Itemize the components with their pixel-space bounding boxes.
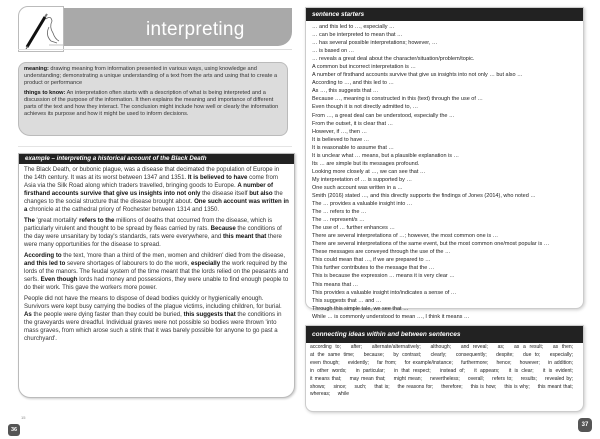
- connective-item: whereas;: [310, 391, 331, 398]
- connective-item: by contrast;: [393, 351, 422, 358]
- meaning-paragraph: [24, 66, 282, 88]
- connective-item: overall;: [467, 375, 485, 382]
- example-text: chronicle at the cathedral priory of Rochester between 1314 and 1350.: [27, 206, 220, 214]
- sentence-starter-item: It is unclear what … means, but a plausible explanation is …: [312, 152, 460, 159]
- sentence-starter-item: Even though it is not directly admitted to, …: [312, 104, 419, 111]
- example-text: the work required by the lords of the manors. The feudal system of the time meant that the lords relied on the peasants and serfs.: [24, 260, 289, 284]
- example-text: there were many opportunities for the disease to spread.: [24, 233, 282, 249]
- connective-item: revealed by;: [545, 375, 573, 382]
- sentence-starter-item: There are several interpretations of the same event, but the most common one/most popular is …: [312, 241, 550, 248]
- definition-box: [18, 62, 288, 136]
- example-text: the conditions in the graveyards were dreadful. Individual graves were not possible so bodies were thrown 'into mass graves, from which arose such a stink that it was barely possible for anyone to go past a churchyard'.: [24, 311, 282, 343]
- example-heading: example – interpreting a historical account of the Black Death: [19, 154, 294, 164]
- connective-item: in other words;: [310, 367, 347, 374]
- sentence-starters-heading: sentence starters: [306, 8, 583, 21]
- sentence-starter-item: This further contributes to the message that the …: [312, 265, 435, 272]
- example-body: [19, 164, 294, 348]
- example-text: the people were dying faster than they could be buried,: [31, 311, 184, 319]
- sentence-starter-item: Smith (2016) stated …, and this directly supports the findings of Jones (2014), who noted …: [312, 192, 536, 199]
- connective-item: it appears;: [474, 367, 500, 374]
- sentence-starters-box: [305, 7, 584, 320]
- connective-item: for example/instance;: [404, 359, 453, 366]
- example-paragraph: [24, 217, 289, 249]
- sentence-starter-item: … has several possible interpretations; however, …: [312, 40, 438, 47]
- key-phrase: According to: [24, 251, 62, 259]
- example-text: the disease itself: [200, 190, 250, 198]
- connective-item: as then;: [552, 344, 574, 350]
- connective-item: at the same time;: [310, 351, 355, 358]
- connective-item: despite;: [496, 351, 514, 358]
- connective-item: according to;: [310, 344, 341, 350]
- sentence-starter-item: As …, this suggests that …: [312, 88, 379, 95]
- example-paragraph: [24, 166, 289, 215]
- sentence-starter-item: From …, a great deal can be understood, especially the …: [312, 112, 455, 119]
- connectives-list: [306, 343, 583, 400]
- things-to-know-paragraph: [24, 90, 282, 119]
- connective-item: it is evident;: [542, 367, 574, 374]
- sentence-starter-item: One such account was written in a …: [312, 184, 403, 191]
- sentence-starter-item: It is believed to have …: [312, 136, 370, 143]
- sentence-starters-list: [306, 21, 583, 321]
- page-superscript: 15: [21, 415, 26, 420]
- connective-item: in particular;: [355, 367, 385, 374]
- connective-item: this meant that;: [537, 383, 573, 390]
- sentence-starter-item: However, if …, then …: [312, 128, 368, 135]
- sentence-starter-item: Through this simple tale, we see that …: [312, 305, 409, 312]
- connectives-box: [305, 325, 584, 412]
- key-phrase: refers to the: [79, 217, 115, 225]
- connective-item: because;: [363, 351, 385, 358]
- connective-item: instead of;: [440, 367, 465, 374]
- key-phrase: Even though: [40, 276, 78, 284]
- connectives-heading: connecting ideas within and between sentences: [306, 326, 583, 343]
- sentence-starter-item: From the outset, it is clear that …: [312, 120, 394, 127]
- connective-item: shows;: [310, 383, 326, 390]
- key-phrase: this meant that: [222, 233, 267, 241]
- sentence-starter-item: While … is commonly understood to mean …, I think it means …: [312, 313, 470, 320]
- connective-item: due to;: [523, 351, 541, 358]
- connective-item: in addition;: [548, 359, 574, 366]
- connective-item: consequently;: [455, 351, 487, 358]
- connective-item: in that respect;: [394, 367, 431, 374]
- example-text: People did not have the means to dispose of dead bodies quickly or hygienically enough. Survivors were kept busy carrying the bodies of the plague victims, including children, for burial.: [24, 294, 282, 310]
- key-phrase: but also: [249, 190, 273, 198]
- connective-item: this is how;: [470, 383, 497, 390]
- connective-item: therefore;: [441, 383, 463, 390]
- connective-item: it is clear;: [508, 367, 534, 374]
- connective-item: however;: [519, 359, 540, 366]
- sentence-starter-item: This is because the expression … means it is very clear …: [312, 273, 455, 280]
- page-title: interpreting: [146, 19, 245, 40]
- connective-item: might mean;: [393, 375, 422, 382]
- sentence-starter-item: … can be interpreted to mean that …: [312, 32, 403, 39]
- sentence-starter-item: Its … are simple but its messages profound.: [312, 160, 420, 167]
- example-text: millions of deaths that occurred from the disease, which is particularly virulent and thought to be spread by fleas carried by rats.: [24, 217, 273, 233]
- connective-item: hence;: [496, 359, 512, 366]
- connective-item: far from;: [377, 359, 397, 366]
- connective-item: such;: [354, 383, 367, 390]
- connective-item: as a result;: [514, 344, 544, 350]
- connective-item: especially;: [549, 351, 574, 358]
- connective-item: even though;: [310, 359, 340, 366]
- sentence-starter-item: This provides a valuable insight into/indicates a sense of …: [312, 289, 457, 296]
- example-paragraph: [24, 295, 289, 344]
- key-phrase: It is believed to have: [187, 174, 248, 182]
- connective-item: alternate/alternatively;: [371, 344, 421, 350]
- example-text: lords had money and possessions, they were unable to find enough people to do their work. This gave the workers more power.: [24, 276, 289, 292]
- sentence-starter-item: This means that …: [312, 281, 359, 288]
- title-bar: [56, 8, 292, 46]
- key-phrase: especially: [190, 260, 221, 268]
- example-text: the conditions of the day were unsanitary by today's standards, rats were everywhere, and: [24, 225, 282, 241]
- connective-item: since;: [333, 383, 347, 390]
- sentence-starter-item: Because …, meaning is constructed in this (text) through the use of …: [312, 96, 483, 103]
- example-text: The Black Death, or bubonic plague, was a disease that decimated the population of Europe in the 14th century. It was at its worst between 1347 and 1351.: [24, 166, 280, 182]
- meaning-text: drawing meaning from information presented in various ways, using knowledge and understanding; demonstrating a unique understanding of a text from the arts and using that to create a product or performance: [24, 66, 278, 87]
- sentence-starter-item: … is based on …: [312, 48, 355, 55]
- sentence-starter-item: This could mean that …, if we are prepared to …: [312, 257, 431, 264]
- connective-item: and reveal;: [460, 344, 488, 350]
- sentence-starter-item: … reveals a great deal about the character/situation/problem/topic.: [312, 56, 475, 63]
- sentence-starter-item: My interpretation of … is supported by …: [312, 176, 412, 183]
- sentence-starter-item: A number of firsthand accounts survive that give us insights into not only … but also …: [312, 72, 523, 79]
- sentence-starter-item: … and this led to …, especially …: [312, 24, 395, 30]
- key-phrase: As: [24, 311, 32, 319]
- connective-item: after;: [350, 344, 363, 350]
- sentence-starter-item: There are several interpretations of …; however, the most common one is …: [312, 233, 499, 240]
- key-phrase: One such account was written in a: [24, 198, 289, 214]
- connective-item: that is;: [374, 383, 390, 390]
- key-phrase: The: [24, 217, 35, 225]
- connective-item: furthermore;: [461, 359, 489, 366]
- sentence-starter-item: Looking more closely at …, we can see that …: [312, 168, 426, 175]
- example-text: come from Asia via the Silk Road along which traders travelled, bringing goods to Europe.: [24, 174, 278, 190]
- sentence-starter-item: According to …, and this led to …: [312, 80, 394, 87]
- sentence-starter-item: The … provides a valuable insight into …: [312, 201, 413, 208]
- key-phrase: A number of firsthand accounts survive that give us insights into not only: [24, 182, 274, 198]
- connective-item: as;: [497, 344, 505, 350]
- sentence-starter-item: It is reasonable to assume that …: [312, 144, 394, 151]
- divider: [18, 49, 292, 50]
- page-number: 37: [578, 418, 592, 432]
- divider: [18, 146, 292, 147]
- connective-item: may mean that;: [349, 375, 386, 382]
- example-text: severe shortages of labourers to do the work,: [65, 260, 191, 268]
- example-text: the changes to the social structure that the disease brought about.: [24, 190, 283, 206]
- things-to-know-text: An interpretation often starts with a description of what is being interpreted and a discussion of the purpose of the information. It then explains the meaning and importance of different parts of the text and how they interact. The conclusion might include how well or clearly the information achieves its purpose and how it might be used to inform decisions.: [24, 89, 279, 118]
- things-to-know-label: things to know:: [24, 89, 66, 96]
- key-phrase: this suggests that: [183, 311, 236, 319]
- connective-item: it means that;: [310, 375, 342, 382]
- key-phrase: Because: [210, 225, 236, 233]
- meaning-label: meaning:: [24, 66, 49, 72]
- example-paragraph: [24, 252, 289, 292]
- connective-item: evidently;: [347, 359, 369, 366]
- sentence-starter-item: The use of … further enhances …: [312, 225, 395, 232]
- hand-drawing-with-pencil-icon: [18, 6, 64, 52]
- sentence-starter-item: These messages are conveyed through the use of the …: [312, 249, 451, 256]
- sentence-starter-item: A common but incorrect interpretation is …: [312, 64, 416, 71]
- example-text: 'great mortality': [34, 217, 80, 225]
- connective-item: results;: [520, 375, 537, 382]
- connective-item: refers to;: [492, 375, 513, 382]
- page-number: 36: [8, 424, 20, 436]
- sentence-starter-item: The … refers to the …: [312, 209, 367, 216]
- key-phrase: and this led to: [24, 260, 66, 268]
- sentence-starter-item: This suggests that … and …: [312, 297, 382, 304]
- example-text: the text, 'more than a third of the men, women and children' died from the disease,: [61, 251, 286, 259]
- connective-item: clearly;: [430, 351, 447, 358]
- connective-item: the reasons for;: [397, 383, 434, 390]
- sentence-starter-item: The … represent/s …: [312, 217, 365, 224]
- connective-item: nevertheless;: [430, 375, 460, 382]
- example-box: [18, 153, 295, 398]
- connective-item: while: [337, 391, 350, 398]
- connective-item: this is why;: [504, 383, 530, 390]
- connective-item: although;: [430, 344, 452, 350]
